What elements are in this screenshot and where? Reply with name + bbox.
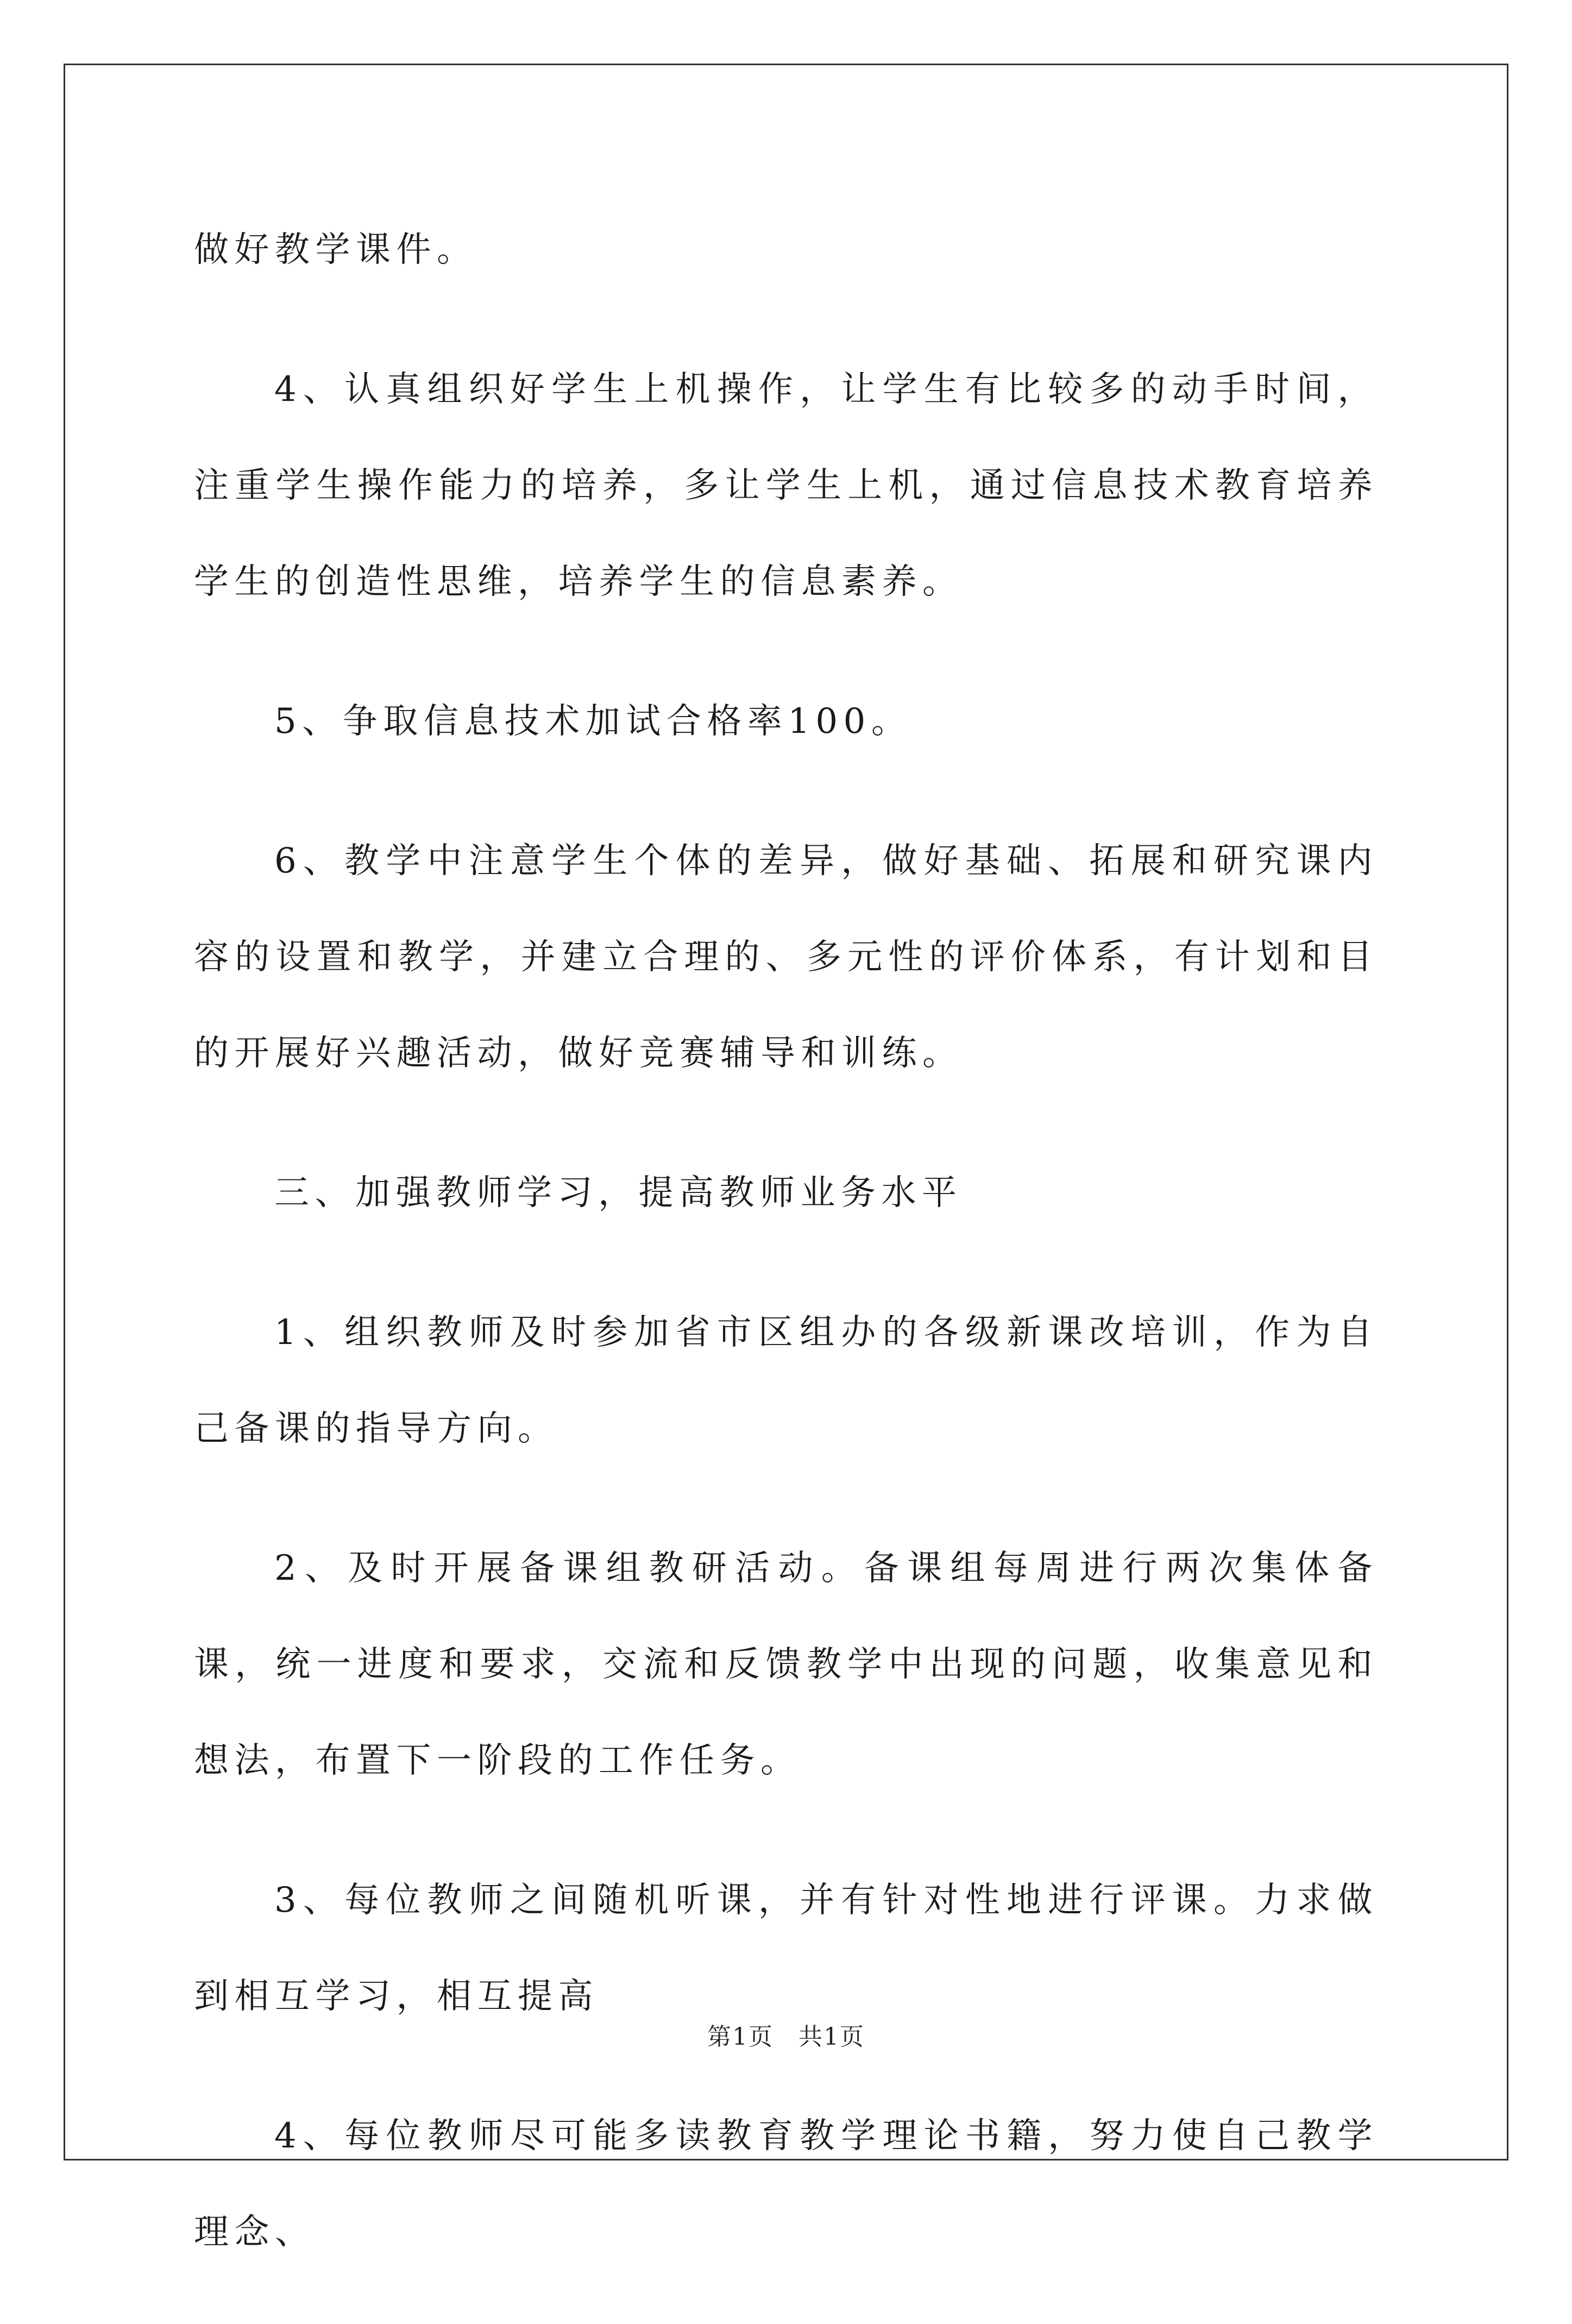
paragraph: 5、争取信息技术加试合格率100。 — [274, 701, 912, 742]
page-number-footer: 第1页 共1页 — [707, 2023, 865, 2051]
section-heading: 三、加强教师学习，提高教师业务水平 — [274, 1173, 963, 1213]
paragraph: 2、及时开展备课组教研活动。备课组每周进行两次集体备课，统一进度和要求，交流和反馈教学中出现的问题，收集意见和想法，布置下一阶段的工作任务。 — [194, 1548, 1378, 1781]
paragraph: 3、每位教师之间随机听课，并有针对性地进行评课。力求做到相互学习，相互提高 — [194, 1880, 1378, 2017]
paragraph: 做好教学课件。 — [194, 230, 477, 270]
paragraph: 6、教学中注意学生个体的差异，做好基础、拓展和研究课内容的设置和教学，并建立合理的、多元性的评价体系，有计划和目的开展好兴趣活动，做好竞赛辅导和训练。 — [194, 841, 1378, 1073]
paragraph: 4、每位教师尽可能多读教育教学理论书籍，努力使自己教学理念、 — [194, 2116, 1378, 2252]
paragraph: 4、认真组织好学生上机操作，让学生有比较多的动手时间，注重学生操作能力的培养，多让学生上机，通过信息技术教育培养学生的创造性思维，培养学生的信息素养。 — [194, 369, 1378, 602]
paragraph: 1、组织教师及时参加省市区组办的各级新课改培训，作为自己备课的指导方向。 — [194, 1312, 1378, 1449]
document-body — [194, 202, 1378, 2324]
